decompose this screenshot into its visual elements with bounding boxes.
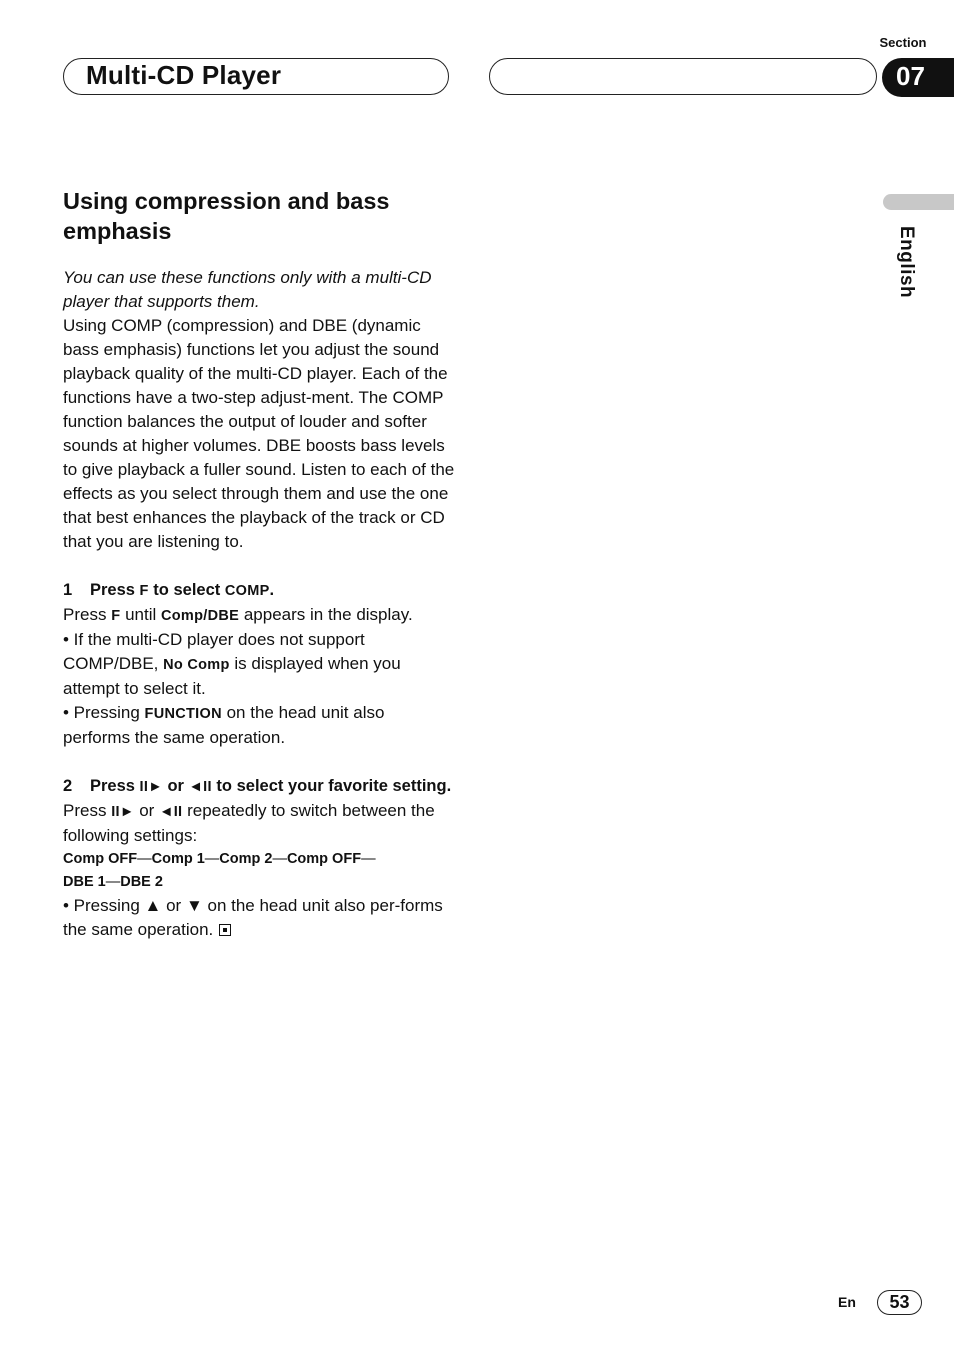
step-1-instruction bbox=[63, 603, 455, 628]
setting-separator: — bbox=[105, 874, 121, 890]
intro-note: You can use these functions only with a multi-CD player that supports them. bbox=[63, 268, 432, 311]
bullet-text: • Pressing bbox=[63, 896, 145, 915]
step-1-number: 1 bbox=[63, 581, 73, 599]
setting-item: Comp OFF bbox=[286, 851, 362, 867]
bullet-text: on the head unit also per-forms the same operation. bbox=[63, 896, 443, 939]
chapter-title: Multi-CD Player bbox=[86, 60, 282, 90]
bullet-text: or bbox=[161, 896, 186, 915]
step-2-instruction bbox=[63, 799, 455, 848]
step-2-text: or bbox=[162, 777, 189, 795]
step-1-instruction-text: appears in the display. bbox=[239, 605, 413, 624]
setting-item: DBE 1 bbox=[63, 874, 106, 890]
key-f: F bbox=[111, 608, 121, 624]
step-1-instruction-text: Press bbox=[63, 605, 112, 624]
end-of-section-icon bbox=[219, 924, 231, 936]
footer-language-code: En bbox=[838, 1294, 856, 1310]
language-tab-bar bbox=[883, 194, 954, 210]
setting-separator: — bbox=[137, 851, 152, 867]
display-no-comp: No Comp bbox=[163, 657, 230, 673]
article-heading: Using compression and bass emphasis bbox=[63, 188, 390, 244]
settings-sequence bbox=[63, 848, 455, 894]
display-comp-dbe: Comp/DBE bbox=[161, 608, 240, 624]
bullet-text: • If the multi-CD player does not support COMP/DBE, bbox=[63, 630, 365, 673]
step-2-instruction-text: or bbox=[134, 801, 160, 820]
prev-icon: ◄II bbox=[188, 779, 212, 795]
button-function: FUNCTION bbox=[144, 706, 222, 722]
step-1-bullet-2 bbox=[63, 701, 455, 750]
setting-item: Comp 2 bbox=[219, 851, 273, 867]
setting-separator: — bbox=[361, 851, 376, 867]
step-1-key: F bbox=[139, 583, 149, 599]
header-blank-box bbox=[489, 58, 877, 95]
page-number: 53 bbox=[889, 1292, 910, 1312]
section-number: 07 bbox=[896, 61, 925, 91]
step-2-number: 2 bbox=[63, 777, 73, 795]
prev-icon: ◄II bbox=[159, 804, 183, 820]
language-tab-label: English bbox=[896, 226, 917, 299]
step-1-title bbox=[63, 578, 455, 603]
down-arrow-icon: ▼ bbox=[185, 896, 203, 915]
step-1-bullet-1 bbox=[63, 628, 455, 701]
setting-item: Comp 1 bbox=[151, 851, 205, 867]
step-2-text: to select your favorite setting. bbox=[211, 777, 452, 795]
page-number-box bbox=[877, 1290, 922, 1315]
setting-separator: — bbox=[272, 851, 287, 867]
article bbox=[63, 186, 455, 942]
step-1-text: to select bbox=[148, 581, 225, 599]
step-2-title bbox=[63, 774, 455, 799]
intro-paragraph: Using COMP (compression) and DBE (dynamic bass emphasis) functions let you adjust the sound playback quality of the multi-CD player. Each of the functions have a two-step adjust-ment. The COMP function balances the output of louder and softer sounds at higher volumes. DBE boosts bass levels to give playback a fuller sound. Listen to each of the effects as you select through them and use the one that best enhances the playback of the track or CD that you are listening to. bbox=[63, 316, 455, 551]
chapter-title-box bbox=[63, 58, 449, 95]
bullet-text: is displayed when you attempt to select it. bbox=[63, 654, 401, 698]
setting-separator: — bbox=[204, 851, 220, 867]
up-arrow-icon: ▲ bbox=[144, 896, 162, 915]
next-icon: II► bbox=[111, 804, 135, 820]
step-2-bullet bbox=[63, 894, 455, 942]
bullet-text: on the head unit also performs the same operation. bbox=[63, 703, 385, 747]
step-2-instruction-text: repeatedly to switch between the following settings: bbox=[63, 801, 435, 845]
step-1-text: . bbox=[269, 581, 275, 599]
section-number-tab bbox=[882, 58, 954, 97]
setting-item: Comp OFF bbox=[63, 851, 138, 867]
step-2-text: Press bbox=[90, 777, 140, 795]
step-1-instruction-text: until bbox=[120, 605, 161, 624]
step-1-text: Press bbox=[90, 581, 140, 599]
section-label: Section bbox=[879, 35, 927, 50]
setting-item: DBE 2 bbox=[120, 874, 163, 890]
step-2-instruction-text: Press bbox=[63, 801, 112, 820]
step-1-mode: COMP bbox=[224, 583, 270, 599]
bullet-text: • Pressing bbox=[63, 703, 145, 722]
next-icon: II► bbox=[139, 779, 163, 795]
